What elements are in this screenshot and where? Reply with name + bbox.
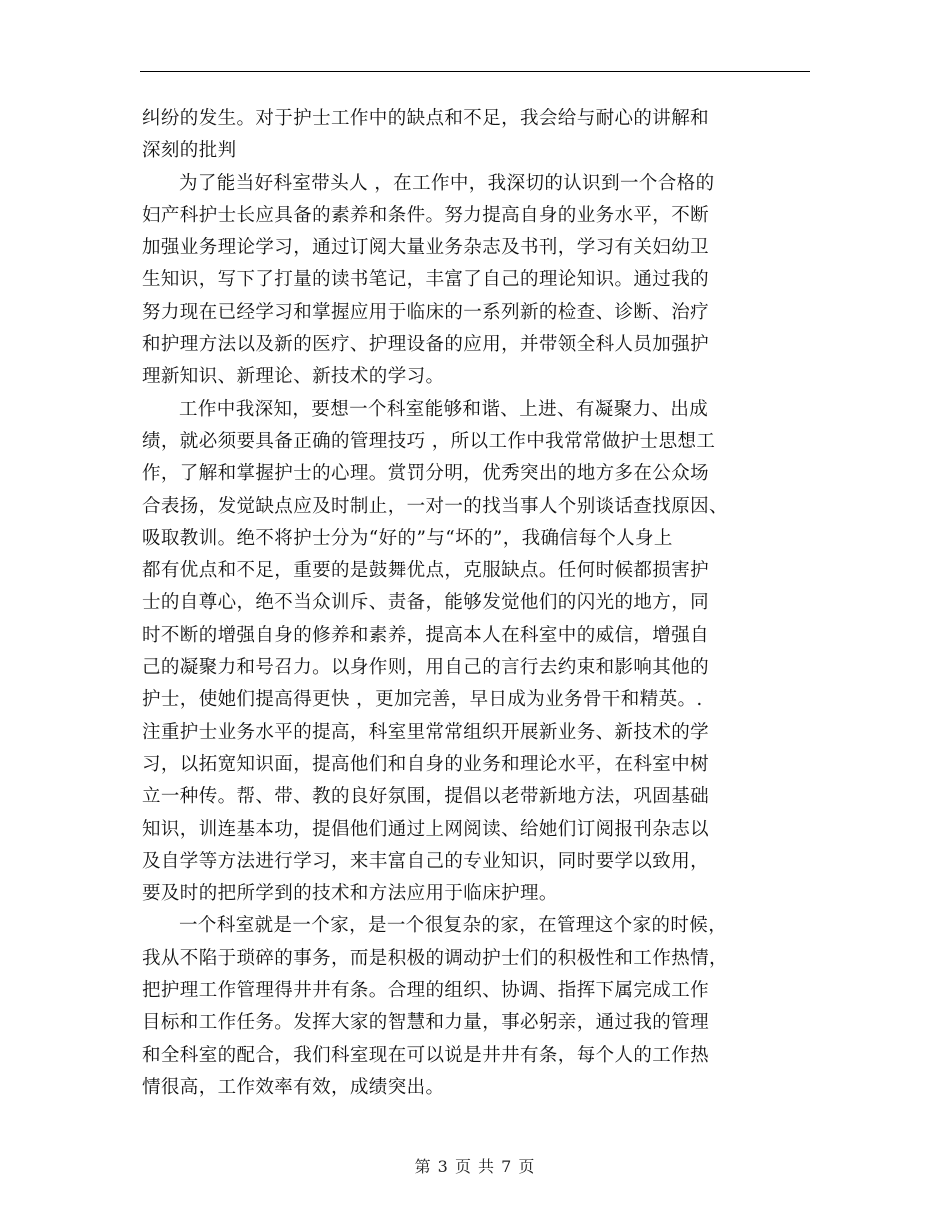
page-number-footer: 第 3 页 共 7 页 bbox=[414, 1157, 536, 1176]
paragraph-management-skills: 工作中我深知，要想一个科室能够和谐、上进、有凝聚力、出成 绩，就必须要具备正确的管理技巧 ，所以工作中我常常做护士思想工 作，了解和掌握护士的心理。赏罚分明，优秀突出的地方多在公众场 合表扬，发觉缺点应及时制止，一对一的找当事人个别谈话查找原因、 吸取教训。绝不将护士分为“好的”与“坏的”，我确信每个人身上 都有优点和不足，重要的是鼓舞优点，克服缺点。任何时候都损害护 士的自尊心，绝不当众训斥、责备，能够发觉他们的闪光的地方，同 时不断的增强自身的修养和素养，提高本人在科室中的威信，增强自 己的凝聚力和号召力。以身作则，用自己的言行去约束和影响其他的 护士，使她们提高得更快 ，更加完善，早日成为业务骨干和精英。. 注重护士业务水平的提高，科室里常常组织开展新业务、新技术的学 习，以拓宽知识面，提高他们和自身的业务和理论水平，在科室中树 立一种传。帮、带、教的良好氛围，提倡以老带新地方法，巩固基础 知识，训连基本功，提倡他们通过上网阅读、给她们订阅报刊杂志以 及自学等方法进行学习，来丰富自己的专业知识，同时要学以致用， 要及时的把所学到的技术和方法应用于临床护理。 bbox=[142, 398, 728, 905]
document-body bbox=[142, 103, 810, 1104]
paragraph-continuation: 纠纷的发生。对于护士工作中的缺点和不足，我会给与耐心的讲解和 深刻的批判 bbox=[142, 108, 710, 162]
paragraph-department-family: 一个科室就是一个家，是一个很复杂的家，在管理这个家的时候， 我从不陷于琐碎的事务，而是积极的调动护士们的积极性和工作热情， 把护理工作管理得井井有条。合理的组织、协调、指挥下属完成工作 目标和工作任务。发挥大家的智慧和力量，事必躬亲，通过我的管理 和全科室的配合，我们科室现在可以说是井井有条，每个人的工作热 情很高，工作效率有效，成绩突出。 bbox=[142, 915, 728, 1098]
header-rule bbox=[140, 71, 810, 72]
paragraph-leader-qualities: 为了能当好科室带头人 ，在工作中，我深切的认识到一个合格的 妇产科护士长应具备的素养和条件。努力提高自身的业务水平，不断 加强业务理论学习，通过订阅大量业务杂志及书刊，学习有关妇幼卫 生知识，写下了打量的读书笔记，丰富了自己的理论知识。通过我的 努力现在已经学习和掌握应用于临床的一系列新的检查、诊断、治疗 和护理方法以及新的医疗、护理设备的应用，并带领全科人员加强护 理新知识、新理论、新技术的学习。 bbox=[142, 172, 715, 388]
